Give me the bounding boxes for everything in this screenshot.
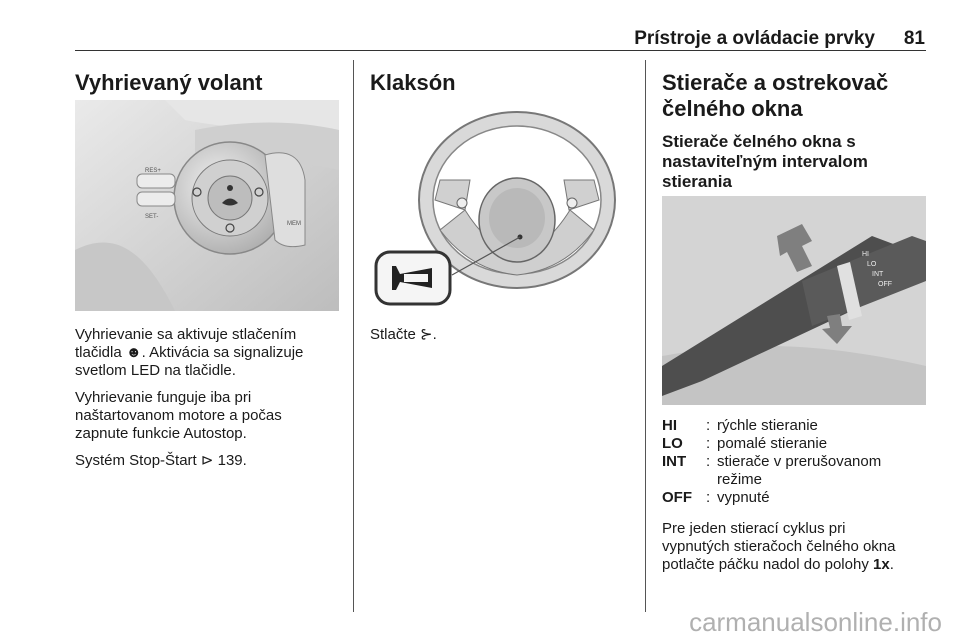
definition-colon: : <box>706 453 711 470</box>
paragraph-line: naštartovanom motore a počas <box>75 407 282 424</box>
paragraph-line: vypnutých stieračoch čelného okna <box>662 538 896 555</box>
wiper-lever-illustration <box>662 196 926 405</box>
definition-description: pomalé stieranie <box>717 435 828 452</box>
definition-term: LO <box>662 435 683 452</box>
subsection-heading: nastaviteľným intervalom <box>662 152 868 171</box>
paragraph-line: Vyhrievanie funguje iba pri <box>75 389 252 406</box>
page-number: 81 <box>903 28 925 49</box>
subsection-heading: Stierače čelného okna s <box>662 132 856 151</box>
watermark: carmanualsonline.info <box>689 607 942 637</box>
lo-label: LO <box>867 261 877 268</box>
page-header <box>75 28 925 50</box>
steering-wheel-controls-figure <box>75 100 339 311</box>
section-heading: čelného okna <box>662 96 803 121</box>
cross-reference-link[interactable]: Systém Stop-Štart ⊳ 139. <box>75 452 247 469</box>
paragraph-text: potlačte páčku nadol do polohy <box>662 556 869 573</box>
set-label: SET- <box>145 214 159 220</box>
definition-row <box>662 471 960 489</box>
steering-wheel-horn-illustration <box>370 100 633 311</box>
definition-colon: : <box>706 489 711 506</box>
paragraph-line: Pre jeden stierací cyklus pri <box>662 520 846 537</box>
definition-row <box>662 435 960 453</box>
int-label: INT <box>872 271 884 278</box>
definition-colon <box>706 471 717 489</box>
paragraph-line: svetlom LED na tlačidle. <box>75 362 236 379</box>
period: . <box>889 556 894 573</box>
mem-label: MEM <box>287 221 301 227</box>
definition-colon: : <box>706 435 711 452</box>
off-label: OFF <box>878 281 892 288</box>
definition-term: OFF <box>662 489 692 506</box>
subsection-heading: stierania <box>662 172 732 191</box>
definition-row <box>662 417 960 435</box>
horn-instruction: Stlačte ⊱. <box>370 326 437 343</box>
definition-row <box>662 489 960 507</box>
definition-row <box>662 453 960 471</box>
definition-colon: : <box>706 417 711 434</box>
paragraph-line: tlačidla ☻. Aktivácia sa signalizuje <box>75 344 304 361</box>
horn-figure <box>370 100 633 311</box>
single-wipe-text <box>662 520 937 574</box>
definition-term: INT <box>662 453 687 470</box>
wipers-heading-block <box>662 70 932 192</box>
definition-description: stierače v prerušovanom <box>717 453 882 470</box>
definition-description: rýchle stieranie <box>717 417 818 434</box>
definition-description: vypnuté <box>717 489 770 506</box>
definition-description: režime <box>717 471 763 488</box>
column-divider-1 <box>353 60 354 612</box>
column-divider-2 <box>645 60 646 612</box>
steering-wheel-controls-illustration <box>75 100 339 311</box>
section-heading: Klaksón <box>370 70 456 95</box>
paragraph-line: zapnute funkcie Autostop. <box>75 425 247 442</box>
paragraph-line: Vyhrievanie sa aktivuje stlačením <box>75 326 297 343</box>
definition-term <box>662 471 706 489</box>
res-label: RES+ <box>145 168 161 174</box>
wiper-mode-definitions <box>662 417 960 507</box>
position-1x: 1x <box>873 556 890 573</box>
section-heading: Stierače a ostrekovač <box>662 70 889 95</box>
heated-wheel-text <box>75 326 345 470</box>
wiper-lever-figure <box>662 196 926 405</box>
paragraph-line <box>662 556 937 574</box>
section-heading: Vyhrievaný volant <box>75 70 263 95</box>
header-rule <box>75 50 926 51</box>
hi-label: HI <box>862 251 869 258</box>
definition-term: HI <box>662 417 677 434</box>
chapter-title: Prístroje a ovládacie prvky <box>634 28 875 49</box>
